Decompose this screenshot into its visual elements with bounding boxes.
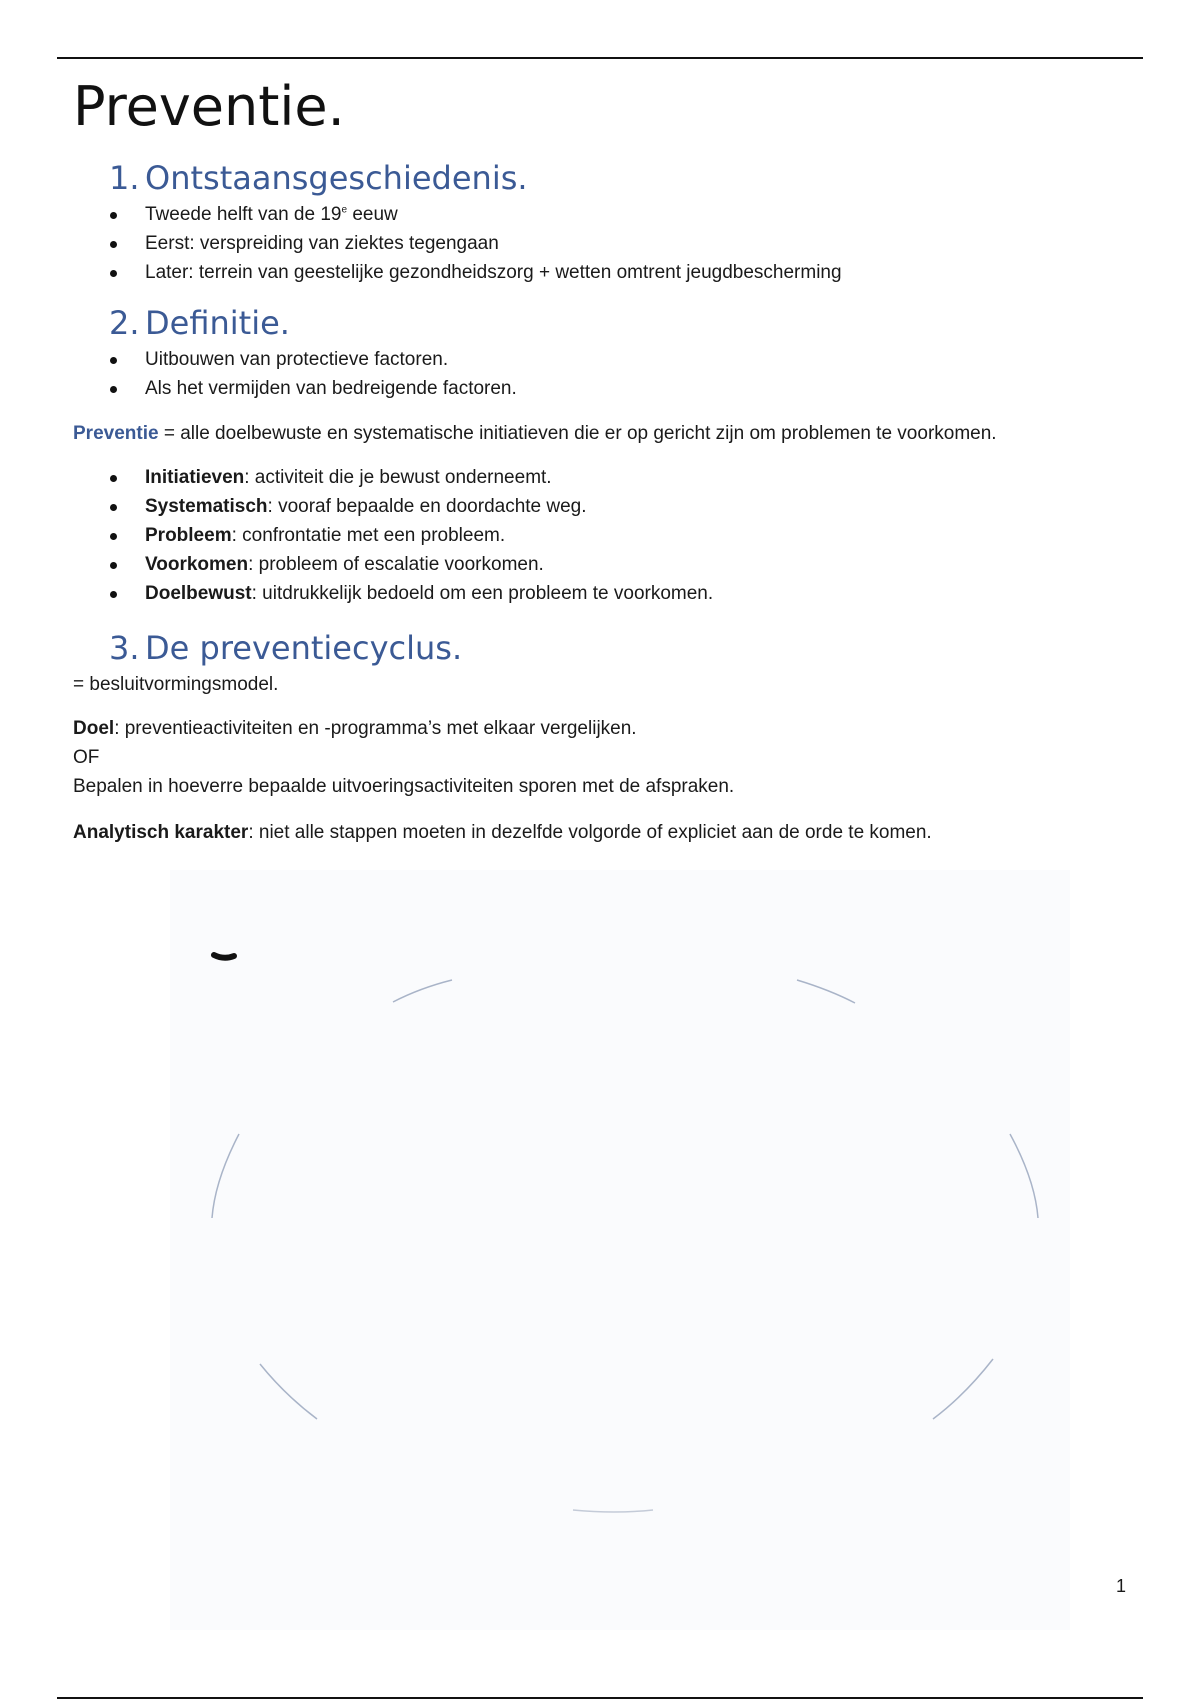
cycle-arc xyxy=(260,1364,317,1419)
list-item: Doelbewust: uitdrukkelijk bedoeld om een probleem te voorkomen. xyxy=(73,579,1113,608)
page-number: 1 xyxy=(1116,1576,1127,1596)
section-number: 1. xyxy=(109,159,140,197)
goal-or: OF xyxy=(73,747,100,768)
section-number: 2. xyxy=(109,304,140,342)
goal-alternative: Bepalen in hoeverre bepaalde uitvoeringsactiviteiten sporen met de afspraken. xyxy=(73,776,735,797)
page-title: Preventie. xyxy=(73,75,345,138)
definition-term: Preventie xyxy=(73,423,159,444)
cycle-arc xyxy=(1010,1134,1038,1218)
cycle-arc xyxy=(393,980,452,1002)
list-item: Tweede helft van de 19e eeuw xyxy=(73,200,1113,229)
list-item: Initiatieven: activiteit die je bewust onderneemt. xyxy=(73,463,1113,492)
cycle-mark xyxy=(214,955,234,958)
section-number: 3. xyxy=(109,629,140,667)
cycle-arc xyxy=(797,980,855,1003)
list-item: Probleem: confrontatie met een probleem. xyxy=(73,521,1113,550)
footer-rule xyxy=(57,1697,1143,1699)
list-item: Voorkomen: probleem of escalatie voorkomen. xyxy=(73,550,1113,579)
list-item: Systematisch: vooraf bepaalde en doordachte weg. xyxy=(73,492,1113,521)
goal-paragraph: Doel: preventieactiviteiten en -programma’s met elkaar vergelijken. xyxy=(73,718,637,739)
cycle-arc xyxy=(212,1134,239,1218)
section-title: Ontstaansgeschiedenis. xyxy=(145,159,528,197)
list-item: Later: terrein van geestelijke gezondheidszorg + wetten omtrent jeugdbescherming xyxy=(73,258,1113,287)
list-item: Als het vermijden van bedreigende factoren. xyxy=(73,374,1113,403)
cycle-arc xyxy=(933,1359,993,1419)
definition-paragraph: Preventie = alle doelbewuste en systematische initiatieven die er op gericht zijn om problemen te voorkomen. xyxy=(73,423,997,444)
section-title: De preventiecyclus. xyxy=(145,629,463,667)
list-item: Uitbouwen van protectieve factoren. xyxy=(73,345,1113,374)
section-title: Definitie. xyxy=(145,304,290,342)
analytic-paragraph: Analytisch karakter: niet alle stappen moeten in dezelfde volgorde of expliciet aan de orde te komen. xyxy=(73,822,932,843)
cycle-intro: = besluitvormingsmodel. xyxy=(73,674,279,695)
list-item: Eerst: verspreiding van ziektes tegengaan xyxy=(73,229,1113,258)
cycle-arc xyxy=(573,1510,653,1512)
